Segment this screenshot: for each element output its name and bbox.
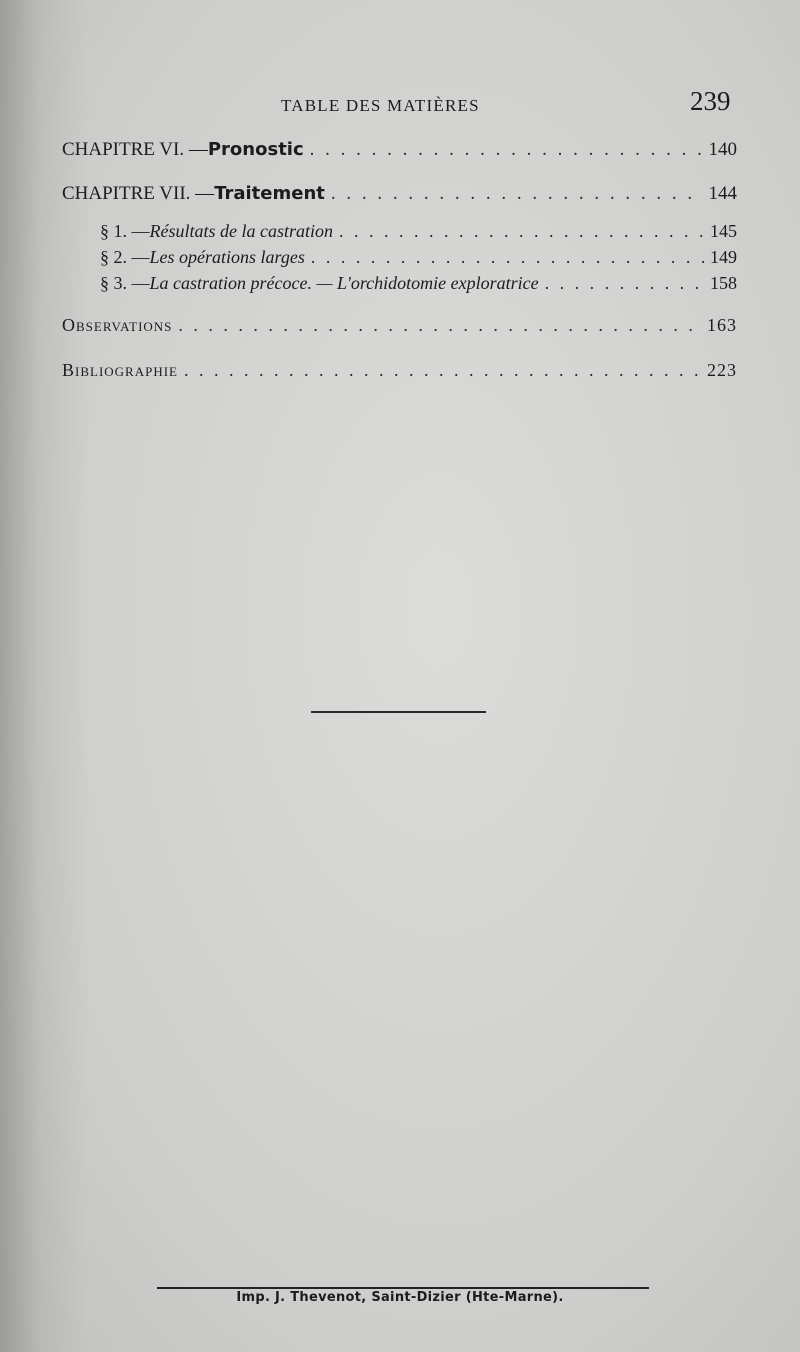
end-rule [311, 711, 486, 713]
toc-entry-prefix: § 1. — [100, 221, 150, 241]
toc-entry-title: Bibliographie [62, 360, 178, 380]
toc-entry-chapitre-7 [62, 183, 737, 205]
toc-entry-prefix: § 3. — [100, 273, 150, 293]
toc-entry-observations [62, 315, 737, 336]
toc-entry-title: Résultats de la castration [149, 221, 333, 241]
page-number: 239 [690, 86, 731, 116]
toc-entry-page: 158 [710, 273, 737, 293]
printer-imprint-text: Imp. J. Thevenot, Saint-Dizier (Hte-Marne). [236, 1290, 564, 1305]
toc-entry-page: 145 [710, 221, 737, 241]
dot-leader [339, 221, 704, 242]
dot-leader [178, 315, 701, 336]
dot-leader [331, 183, 703, 205]
toc-entry-prefix: CHAPITRE VI. — [62, 139, 208, 160]
toc-entry-title: Traitement [214, 183, 325, 204]
toc-entry-prefix: CHAPITRE VII. — [62, 183, 215, 204]
dot-leader [184, 360, 701, 381]
toc-entry-section-1 [100, 221, 737, 242]
toc-entry-chapitre-6 [62, 139, 737, 161]
toc-entry-page: 223 [707, 360, 737, 380]
running-title: TABLE DES MATIÈRES [281, 96, 480, 115]
toc-entry-page: 140 [708, 139, 737, 160]
toc-entry-prefix: § 2. — [100, 247, 150, 267]
dot-leader [310, 139, 703, 161]
toc-entry-section-2 [100, 247, 737, 268]
toc-entry-title: Les opérations larges [149, 247, 305, 267]
dot-leader [545, 273, 704, 294]
toc-entry-bibliographie [62, 360, 737, 381]
toc-entry-page: 149 [710, 247, 737, 267]
toc-entry-title: Pronostic [207, 139, 304, 160]
toc-entry-title: Observations [62, 315, 173, 335]
toc-entry-page: 163 [707, 315, 737, 335]
toc-entry-section-3 [100, 273, 737, 294]
printer-imprint [0, 1290, 800, 1305]
toc-entry-page: 144 [708, 183, 737, 204]
toc-entry-title: La castration précoce. — L'orchidotomie exploratrice [149, 273, 539, 293]
imprint-rule [157, 1287, 649, 1289]
dot-leader [311, 247, 704, 268]
